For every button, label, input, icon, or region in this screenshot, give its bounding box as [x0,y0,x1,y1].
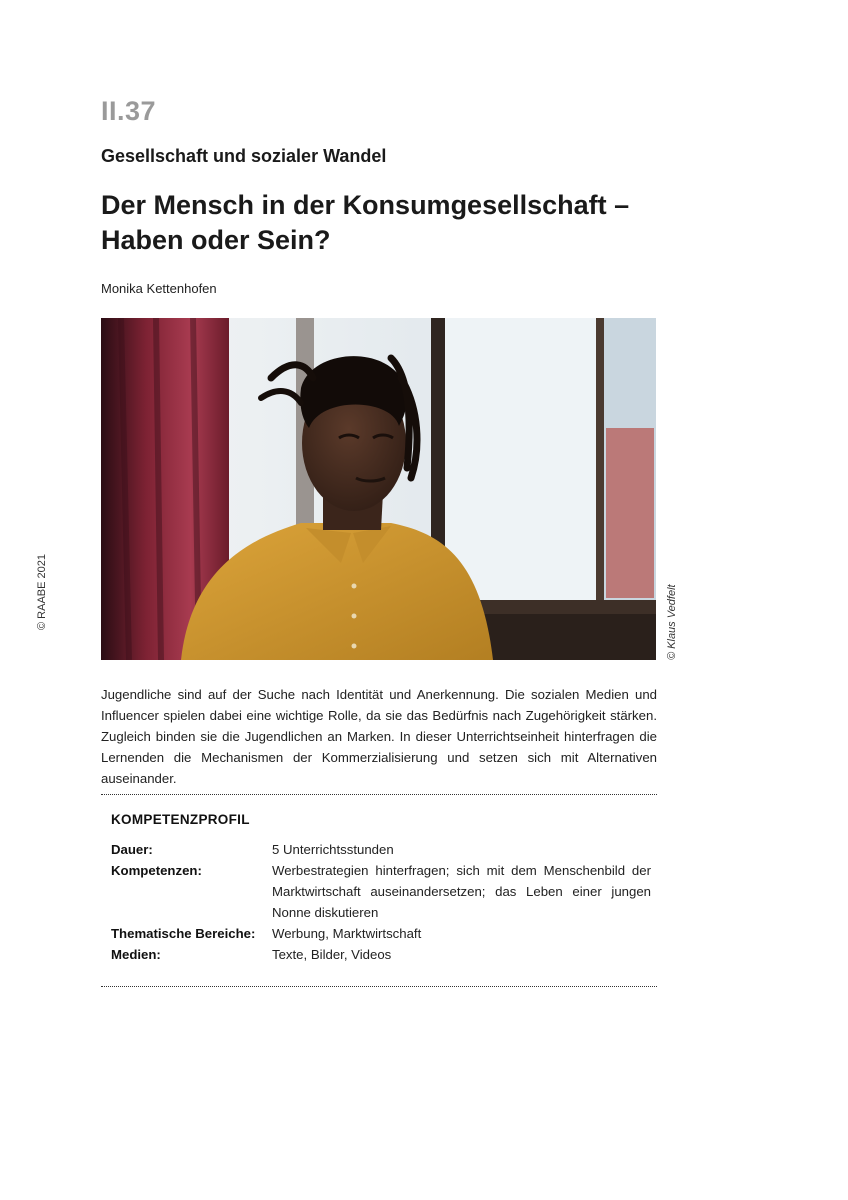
competence-profile [111,812,651,965]
photo-young-man-at-window [101,318,656,660]
profile-row-competences [111,860,651,923]
profile-row-duration [111,839,651,860]
profile-value: 5 Unterrichtsstunden [272,842,394,857]
intro-paragraph: Jugendliche sind auf der Suche nach Identität und Anerkennung. Die sozialen Medien und Influencer spielen dabei eine wichtige Rolle, da sie das Bedürfnis nach Zugehörigkeit stärken. Zugleich binden sie die Jugendlichen an Marken. In dieser Unterrichtseinheit hinterfragen die Lernenden die Mechanismen der Kommerzialisierung und setzen sich mit Alternativen auseinander. [101,687,657,786]
profile-heading: KOMPETENZPROFIL [111,812,250,827]
profile-value: Werbung, Marktwirtschaft [272,926,422,941]
profile-label: Thematische Bereiche: [111,926,256,941]
copyright-note: © RAABE 2021 [36,554,48,630]
profile-label: Dauer: [111,842,153,857]
photo-credit: © Klaus Vedfelt [666,584,678,660]
photo-illustration [101,318,656,660]
profile-label: Kompetenzen: [111,863,202,878]
profile-value: Texte, Bilder, Videos [272,947,392,962]
profile-row-media [111,944,651,965]
profile-row-topics [111,923,651,944]
page-title [101,188,701,258]
chapter-title: Gesellschaft und sozialer Wandel [101,146,387,166]
profile-value: Werbestrategien hinterfragen; sich mit dem Menschenbild der Marktwirtschaft auseinandersetzen; das Leben einer jungen Nonne diskutieren [272,863,651,920]
title-line-2: Haben oder Sein? [101,225,331,255]
divider-top [101,794,657,795]
profile-label: Medien: [111,947,161,962]
section-code: II.37 [101,96,157,126]
divider-bottom [101,986,657,987]
author-name: Monika Kettenhofen [101,281,217,296]
title-line-1: Der Mensch in der Konsumgesellschaft – [101,190,630,220]
